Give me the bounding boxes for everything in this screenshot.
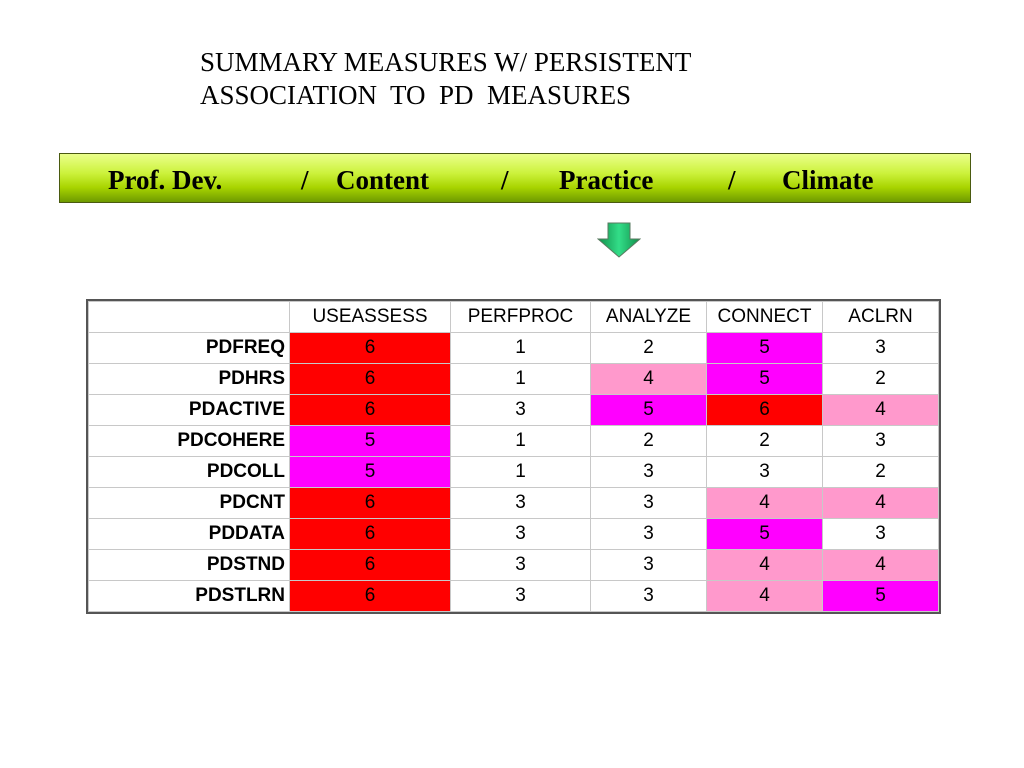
- cell-analyze: 3: [591, 581, 707, 612]
- category-banner: [59, 153, 971, 203]
- cell-analyze: 2: [591, 426, 707, 457]
- cell-useassess: 6: [290, 395, 451, 426]
- banner-climate: Climate: [782, 165, 874, 195]
- table-header-row: [89, 302, 939, 333]
- column-header-aclrn: ACLRN: [823, 302, 939, 333]
- slide-title: [200, 46, 691, 112]
- banner-practice: Practice: [559, 165, 654, 195]
- cell-useassess: 6: [290, 488, 451, 519]
- cell-aclrn: 4: [823, 395, 939, 426]
- cell-analyze: 5: [591, 395, 707, 426]
- cell-perfproc: 1: [451, 333, 591, 364]
- row-label: PDSTLRN: [89, 581, 290, 612]
- cell-perfproc: 3: [451, 395, 591, 426]
- table-row: [89, 457, 939, 488]
- banner-separator: /: [728, 165, 736, 195]
- cell-connect: 4: [707, 581, 823, 612]
- cell-connect: 3: [707, 457, 823, 488]
- cell-perfproc: 1: [451, 426, 591, 457]
- banner-separator: /: [501, 165, 509, 195]
- cell-useassess: 6: [290, 550, 451, 581]
- cell-perfproc: 1: [451, 457, 591, 488]
- cell-useassess: 6: [290, 364, 451, 395]
- banner-prof-dev: Prof. Dev.: [108, 165, 223, 195]
- cell-aclrn: 4: [823, 488, 939, 519]
- cell-aclrn: 2: [823, 457, 939, 488]
- row-label: PDACTIVE: [89, 395, 290, 426]
- cell-connect: 2: [707, 426, 823, 457]
- cell-connect: 4: [707, 488, 823, 519]
- cell-analyze: 3: [591, 488, 707, 519]
- cell-analyze: 3: [591, 457, 707, 488]
- cell-analyze: 3: [591, 519, 707, 550]
- row-label: PDCNT: [89, 488, 290, 519]
- table-row: [89, 550, 939, 581]
- cell-useassess: 5: [290, 426, 451, 457]
- table-row: [89, 395, 939, 426]
- table-row: [89, 519, 939, 550]
- cell-perfproc: 3: [451, 550, 591, 581]
- row-label: PDSTND: [89, 550, 290, 581]
- cell-useassess: 6: [290, 581, 451, 612]
- row-label: PDCOHERE: [89, 426, 290, 457]
- cell-connect: 6: [707, 395, 823, 426]
- row-label: PDHRS: [89, 364, 290, 395]
- cell-connect: 5: [707, 519, 823, 550]
- cell-analyze: 3: [591, 550, 707, 581]
- cell-aclrn: 4: [823, 550, 939, 581]
- cell-aclrn: 5: [823, 581, 939, 612]
- cell-connect: 5: [707, 333, 823, 364]
- table-row: [89, 488, 939, 519]
- cell-perfproc: 1: [451, 364, 591, 395]
- cell-perfproc: 3: [451, 488, 591, 519]
- cell-perfproc: 3: [451, 581, 591, 612]
- row-label: PDCOLL: [89, 457, 290, 488]
- cell-connect: 4: [707, 550, 823, 581]
- table-row: [89, 581, 939, 612]
- row-label: PDDATA: [89, 519, 290, 550]
- cell-connect: 5: [707, 364, 823, 395]
- table-row: [89, 426, 939, 457]
- cell-analyze: 2: [591, 333, 707, 364]
- column-header-perfproc: PERFPROC: [451, 302, 591, 333]
- column-header-analyze: ANALYZE: [591, 302, 707, 333]
- column-header-connect: CONNECT: [707, 302, 823, 333]
- cell-useassess: 6: [290, 333, 451, 364]
- corner-cell: [89, 302, 290, 333]
- cell-aclrn: 3: [823, 519, 939, 550]
- cell-aclrn: 2: [823, 364, 939, 395]
- summary-table: [88, 301, 939, 612]
- cell-aclrn: 3: [823, 426, 939, 457]
- banner-content: Content: [336, 165, 429, 195]
- cell-analyze: 4: [591, 364, 707, 395]
- title-line-2: ASSOCIATION TO PD MEASURES: [200, 80, 632, 110]
- cell-aclrn: 3: [823, 333, 939, 364]
- table-row: [89, 333, 939, 364]
- row-label: PDFREQ: [89, 333, 290, 364]
- table-row: [89, 364, 939, 395]
- title-line-1: SUMMARY MEASURES W/ PERSISTENT: [200, 47, 692, 77]
- column-header-useassess: USEASSESS: [290, 302, 451, 333]
- banner-separator: /: [301, 165, 309, 195]
- down-arrow-icon: [597, 222, 641, 258]
- cell-useassess: 5: [290, 457, 451, 488]
- cell-perfproc: 3: [451, 519, 591, 550]
- cell-useassess: 6: [290, 519, 451, 550]
